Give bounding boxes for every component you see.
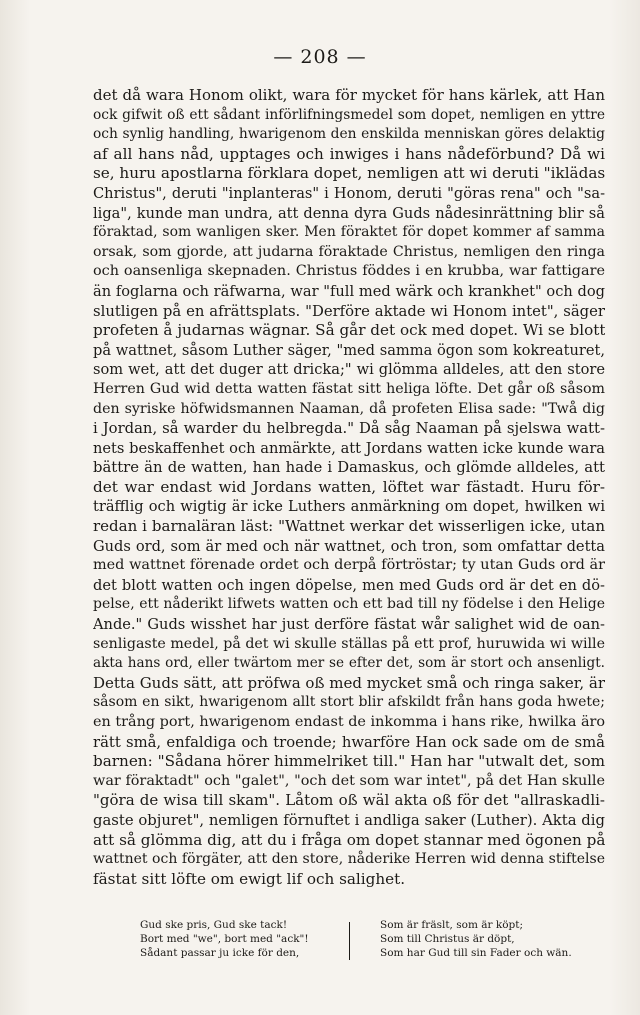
text-line: bättre än de watten, han hade i Damaskus, och glömde alldeles, att	[93, 459, 605, 477]
verse-line: Som är fräslt, som är köpt;	[380, 919, 524, 931]
text-line: rätt små, enfaldiga och troende; hwarföre Han ock sade om de små	[93, 733, 605, 751]
text-line: föraktad, som wanligen sker. Men föraktet för dopet kommer af samma	[93, 224, 605, 241]
text-line: i Jordan, så warder du helbregda." Då såg Naaman på sjelswa watt-	[93, 420, 605, 438]
text-line: war föraktadt" och "galet", "och det som war intet", på det Han skulle	[93, 772, 605, 789]
text-line: akta hans ord, eller twärtom mer se efter det, som är stort och ansenligt.	[93, 655, 605, 672]
text-line: det blott watten och ingen döpelse, men med Guds ord är det en dö-	[93, 576, 605, 594]
text-line: fästat sitt löfte om ewigt lif och salighet.	[93, 869, 406, 888]
text-line: senligaste medel, på det wi skulle ställas på ett prof, huruwida wi wille	[93, 635, 605, 652]
verse-line: Bort med "we", bort med "ack"!	[140, 933, 309, 945]
text-line: än foglarna och räfwarna, war "full med wärk och krankhet" och dog	[93, 282, 605, 300]
text-line: se, huru apostlarna förklara dopet, nemligen att wi deruti "iklädas	[93, 164, 605, 183]
text-line: slutligen på en afrättsplats. "Derföre aktade wi Honom intet", säger	[93, 302, 605, 320]
text-line: träfflig och wigtig är icke Luthers anmärkning om dopet, hwilken wi	[93, 498, 605, 516]
text-line: och oansenliga skepnaden. Christus föddes i en krubba, war fattigare	[93, 263, 605, 280]
text-line: att så glömma dig, att du i fråga om dopet stannar med ögonen på	[93, 830, 605, 849]
text-line: liga", kunde man undra, att denna dyra Guds nådesinrättning blir så	[93, 204, 605, 222]
text-line: och synlig handling, hwarigenom den enskilda menniskan göres delaktig	[93, 126, 605, 143]
text-line: wattnet och förgäter, att den store, nåderike Herren wid denna stiftelse	[93, 851, 605, 868]
text-line: en trång port, hwarigenom endast de inkomma i hans rike, hwilka äro	[93, 714, 605, 730]
text-line: redan i barnaläran läst: "Wattnet werkar det wisserligen icke, utan	[93, 517, 605, 536]
text-line: det war endast wid Jordans watten, löftet war fästadt. Huru för-	[93, 477, 605, 496]
text-line: gaste objuret", nemligen förnuftet i andliga saker (Luther). Akta dig	[93, 811, 605, 829]
text-line: det då wara Honom olikt, wara för mycket för hans kärlek, att Han	[93, 86, 605, 104]
text-line: som wet, att det duger att dricka;" wi glömma alldeles, att den store	[93, 361, 605, 379]
verse-line: Som har Gud till sin Fader och wän.	[380, 947, 572, 959]
text-line: af all hans nåd, upptages och inwiges i hans nådeförbund? Då wi	[93, 144, 605, 163]
verse-line: Som till Christus är döpt,	[380, 933, 515, 945]
text-line: Detta Guds sätt, att pröfwa oß med mycket små och ringa saker, är	[93, 673, 605, 692]
verse-line: Sådant passar ju icke för den,	[140, 947, 300, 959]
text-line: "göra de wisa till skam". Låtom oß wäl akta oß för det "allraskadli-	[93, 791, 605, 810]
text-line: profeten å judarnas wägnar. Så går det ock med dopet. Wi se blott	[93, 321, 605, 340]
verse-right-column	[380, 918, 580, 960]
text-line: Christus", deruti "inplanteras" i Honom, deruti "göras rena" och "sa-	[93, 184, 605, 202]
text-line: såsom en sikt, hwarigenom allt stort blir afskildt från hans goda hwete;	[93, 694, 605, 711]
text-line: Ande." Guds wisshet har just derföre fästat wår salighet wid de oan-	[93, 616, 605, 634]
verse-left-column	[140, 918, 340, 960]
text-line: på wattnet, såsom Luther säger, "med samma ögon som kokreaturet,	[93, 341, 605, 359]
text-line: barnen: "Sådana hörer himmelriket till." Han har "utwalt det, som	[93, 752, 605, 771]
text-line: Herren Gud wid detta watten fästat sitt heliga löfte. Det går oß såsom	[93, 380, 605, 397]
text-line: med wattnet förenade ordet och derpå förtröstar; ty utan Guds ord är	[93, 557, 605, 574]
verse-line: Gud ske pris, Gud ske tack!	[140, 919, 288, 931]
body-paragraph	[93, 86, 605, 889]
text-line: Guds ord, som är med och när wattnet, och tron, som omfattar detta	[93, 537, 605, 555]
text-line: den syriske höfwidsmannen Naaman, då profeten Elisa sade: "Twå dig	[93, 400, 605, 417]
text-line: ock gifwit oß ett sådant införlifningsmedel som dopet, nemligen en yttre	[93, 106, 605, 123]
text-line: pelse, ett nåderikt lifwets watten och ett bad till ny födelse i den Helige	[93, 596, 605, 613]
verse-divider	[349, 922, 350, 960]
text-line: nets beskaffenhet och anmärkte, att Jordans watten icke kunde wara	[93, 439, 605, 457]
page-number: — 208 —	[273, 46, 367, 68]
text-line: orsak, som gjorde, att judarna föraktade Christus, nemligen den ringa	[93, 243, 605, 260]
